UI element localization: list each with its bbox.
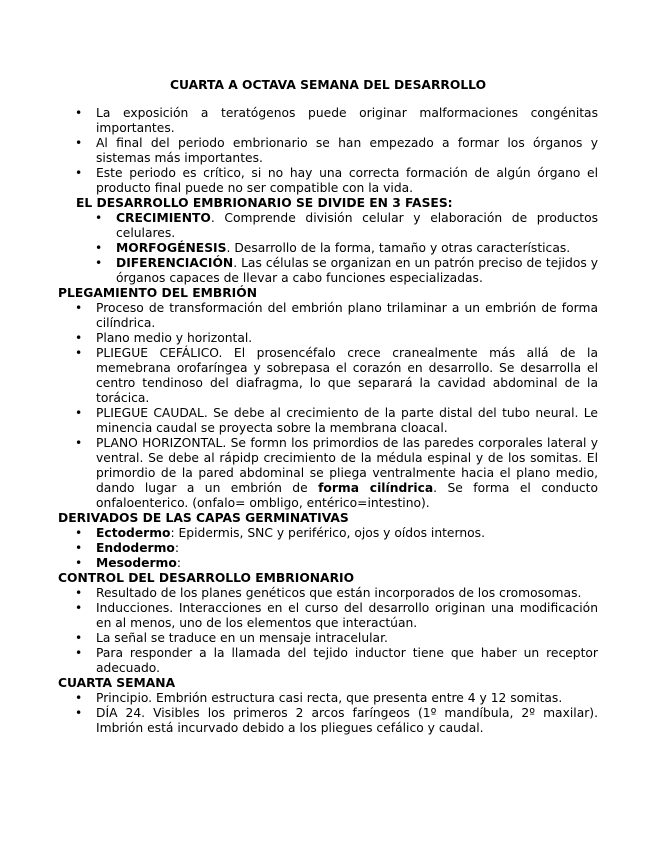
definition: . Comprende división celular y elaboración de productos celulares. — [116, 211, 598, 240]
list-item: • Inducciones. Interacciones en el curso del desarrollo originan una modificación en al menos, uno de los elementos que interactúan. — [58, 601, 598, 631]
text: . Se forma el conducto onfaloenterico. (onfalo= ombligo, entérico=intestino). — [96, 481, 598, 510]
term: Ectodermo — [96, 526, 171, 540]
term: Mesodermo — [96, 556, 177, 570]
list-item: • Al final del periodo embrionario se han empezado a formar los órganos y sistemas más importantes. — [58, 136, 598, 166]
section-heading-derivados: DERIVADOS DE LAS CAPAS GERMINATIVAS — [58, 511, 349, 525]
list-item: • Este periodo es crítico, si no hay una correcta formación de algún órgano el producto final puede no ser compatible con la vida. — [58, 166, 598, 196]
definition: : — [176, 556, 181, 570]
document-body — [58, 106, 598, 736]
cuarta-list — [58, 691, 598, 736]
list-item — [58, 556, 598, 571]
list-item — [58, 436, 598, 511]
list-item: • Plano medio y horizontal. — [58, 331, 598, 346]
list-item — [58, 526, 598, 541]
list-item: • La señal se traduce en un mensaje intracelular. — [58, 631, 598, 646]
intro-list — [58, 106, 598, 196]
term: MORFOGÉNESIS — [116, 241, 227, 255]
plegamiento-list — [58, 301, 598, 511]
list-item: • PLIEGUE CAUDAL. Se debe al crecimiento de la parte distal del tubo neural. Le minencia caudal se proyecta sobre la membrana cloacal. — [58, 406, 598, 436]
list-item — [58, 541, 598, 556]
term: Endodermo — [96, 541, 175, 555]
list-item: • Principio. Embrión estructura casi recta, que presenta entre 4 y 12 somitas. — [58, 691, 598, 706]
list-item: • Proceso de transformación del embrión plano trilaminar a un embrión de forma cilíndrica. — [58, 301, 598, 331]
list-item — [58, 241, 598, 256]
control-list — [58, 586, 598, 676]
list-item: • PLIEGUE CEFÁLICO. El prosencéfalo crece cranealmente más allá de la memebrana orofaríngea y sobrepasa el corazón en desarrollo. Se desarrolla el centro tendinoso del diafragma, lo que separará la cavidad abdominal de la torácica. — [58, 346, 598, 406]
definition: : Epidermis, SNC y periférico, ojos y oídos internos. — [170, 526, 485, 540]
list-item: • La exposición a teratógenos puede originar malformaciones congénitas importantes. — [58, 106, 598, 136]
definition: . Las células se organizan en un patrón preciso de tejidos y órganos capaces de llevar a cabo funciones especializadas. — [116, 256, 598, 285]
section-heading-control: CONTROL DEL DESARROLLO EMBRIONARIO — [58, 571, 355, 585]
derivados-list — [58, 526, 598, 571]
document-title: CUARTA A OCTAVA SEMANA DEL DESARROLLO — [169, 78, 487, 92]
term: CRECIMIENTO — [116, 211, 211, 225]
list-item — [58, 256, 598, 286]
text: PLANO HORIZONTAL. Se formn los primordios de las paredes corporales lateral y ventral. Se debe al rápidp crecimiento de la médula espinal y de los somitas. El primordio de la pared abdominal se pliega ventralmente hacia el plano medio, dando lugar a un embrión de — [96, 436, 598, 495]
list-item: • DÍA 24. Visibles los primeros 2 arcos faríngeos (1º mandíbula, 2º maxilar). Imbrión está incurvado debido a los pliegues cefálico y caudal. — [58, 706, 598, 736]
list-item: • Para responder a la llamada del tejido inductor tiene que haber un receptor adecuado. — [58, 646, 598, 676]
list-item — [58, 211, 598, 241]
definition: . Desarrollo de la forma, tamaño y otras características. — [226, 241, 571, 255]
fases-list — [58, 211, 598, 286]
definition: : — [174, 541, 180, 555]
section-heading-cuarta: CUARTA SEMANA — [58, 676, 176, 690]
bold-text: forma cilíndrica — [318, 481, 434, 495]
list-item: • Resultado de los planes genéticos que están incorporados de los cromosomas. — [58, 586, 598, 601]
term: DIFERENCIACIÓN — [116, 256, 234, 270]
section-heading-plegamiento: PLEGAMIENTO DEL EMBRIÓN — [58, 286, 258, 300]
section-heading-fases: EL DESARROLLO EMBRIONARIO SE DIVIDE EN 3 FASES: — [76, 196, 453, 210]
